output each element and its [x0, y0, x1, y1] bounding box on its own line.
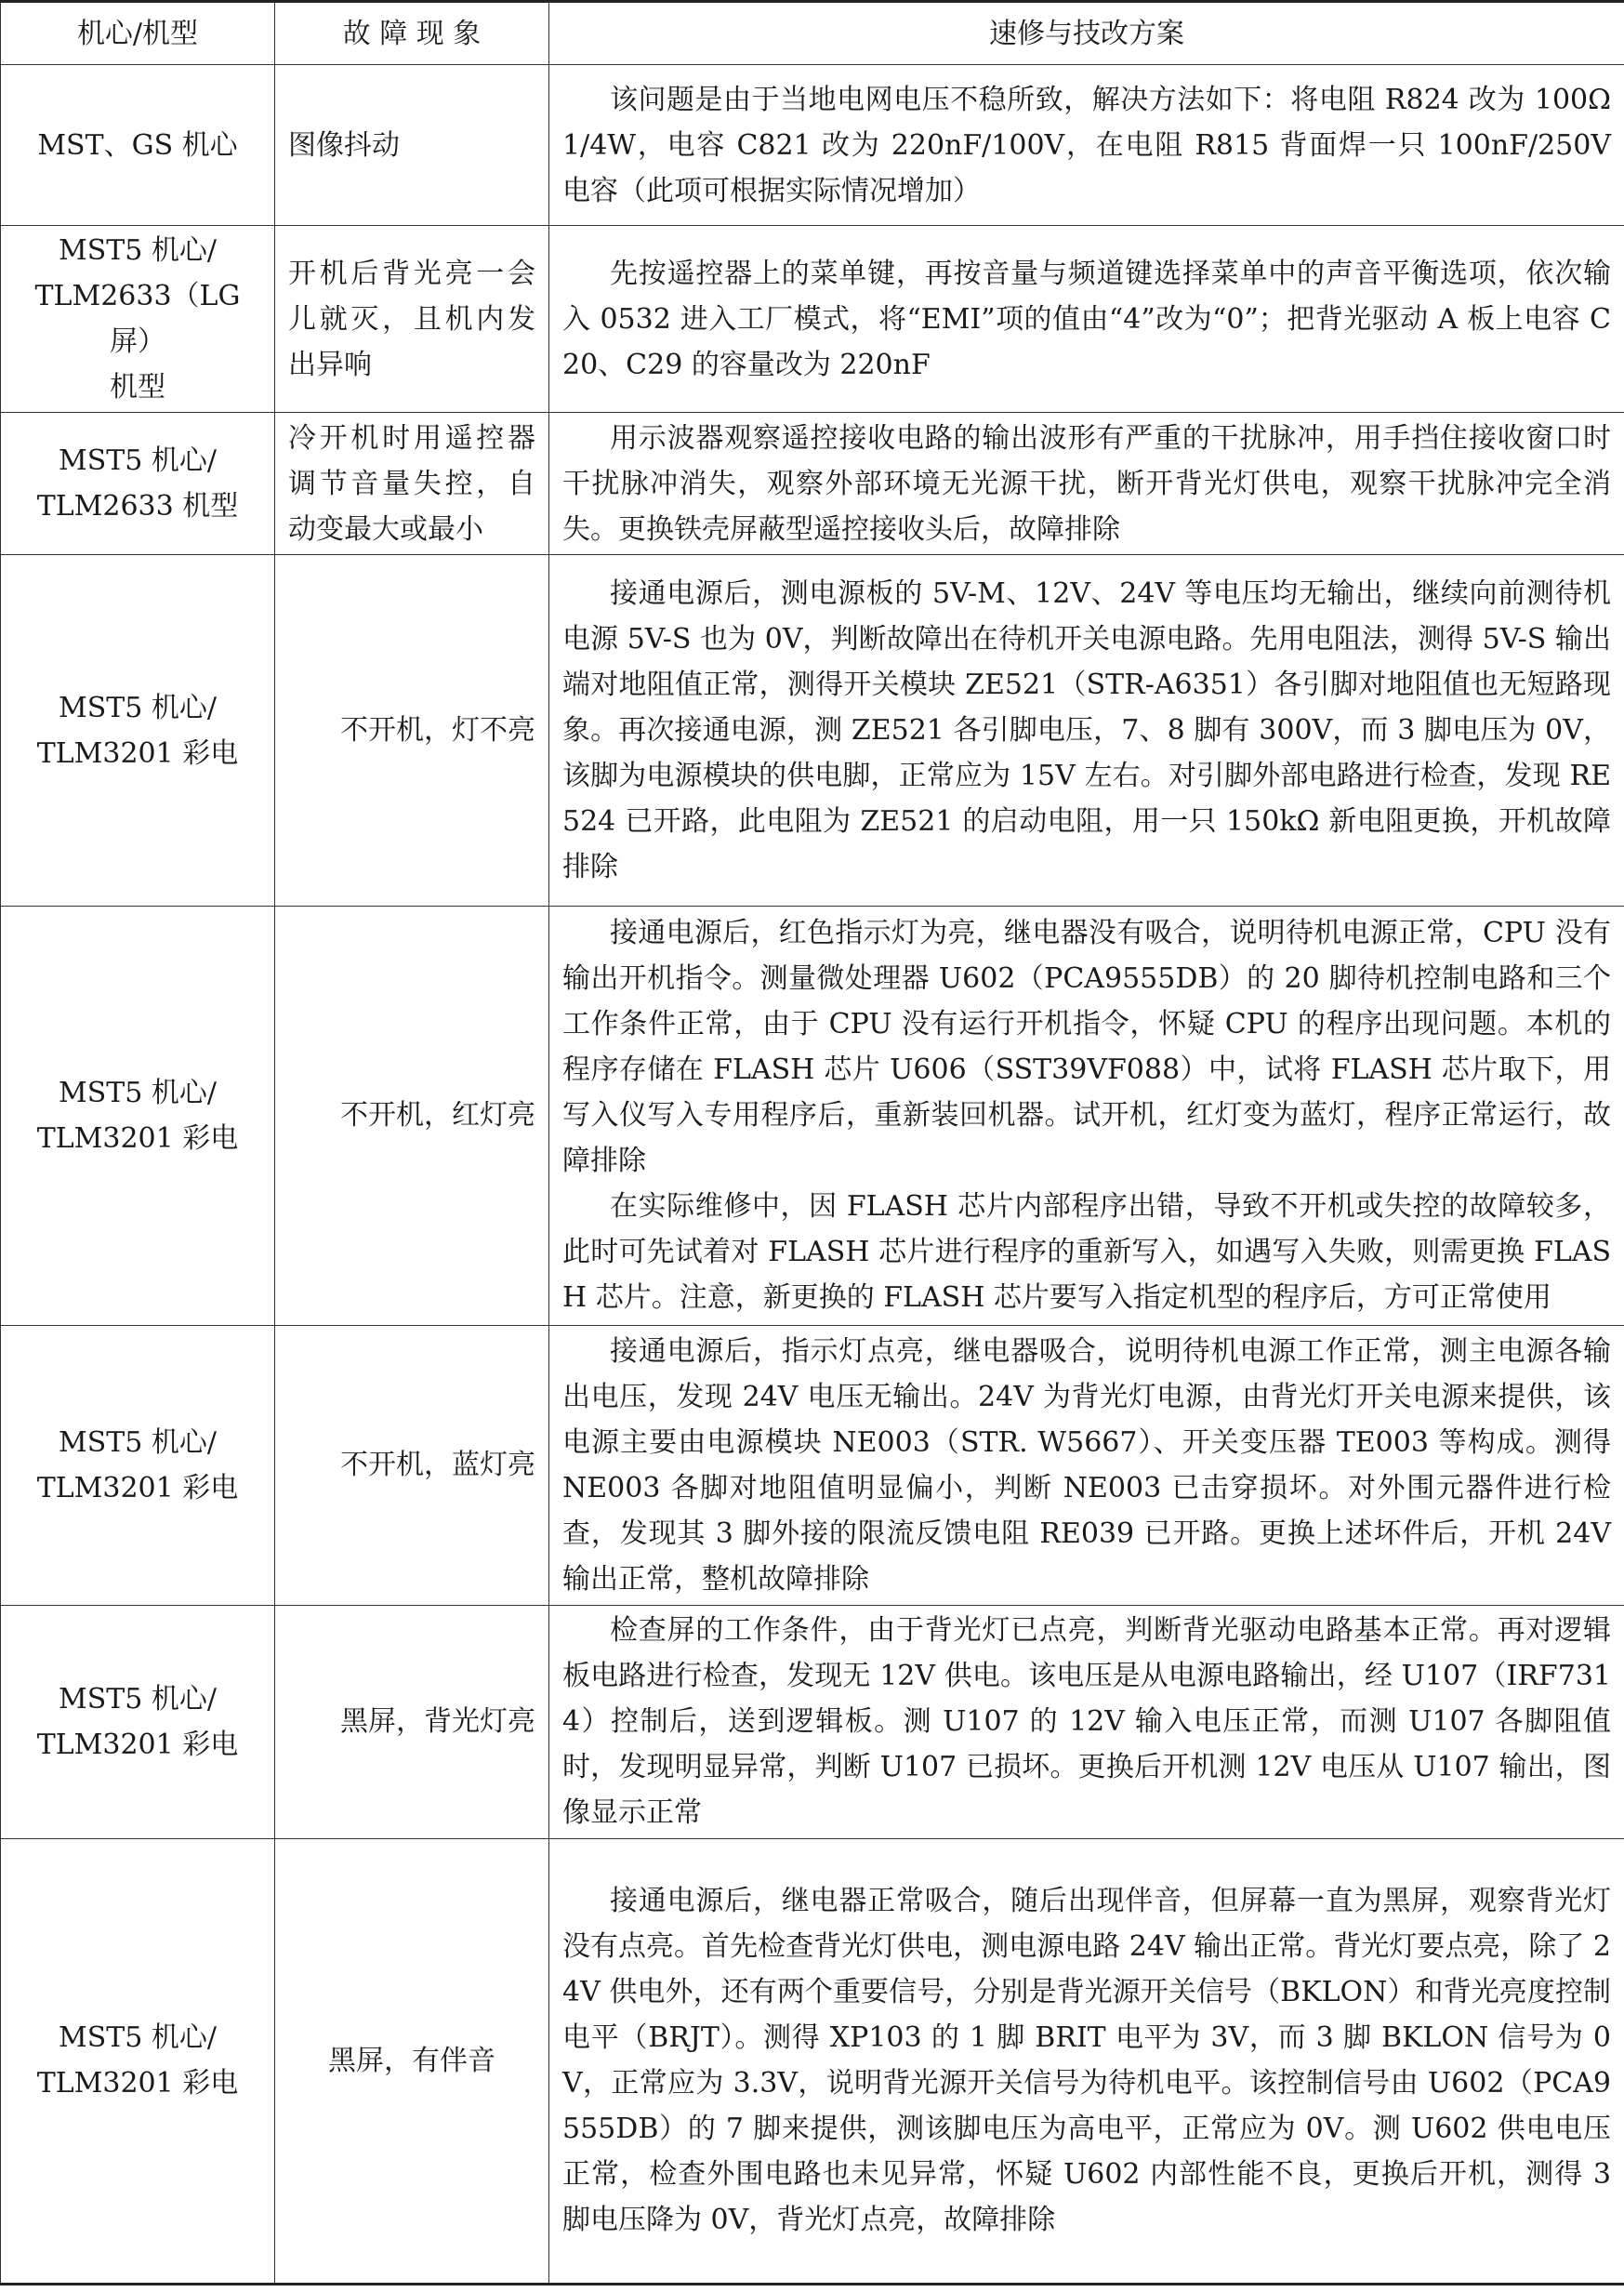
cell-solution	[549, 906, 1624, 1325]
cell-solution	[549, 1838, 1624, 2284]
model-text: MST5 机心/ TLM3201 彩电	[36, 1425, 239, 1504]
cell-model	[1, 65, 275, 226]
solution-paragraph: 接通电源后，指示灯点亮，继电器吸合，说明待机电源工作正常，测主电源各输出电压，发现 24V 电压无输出。24V 为背光灯电源，由背光灯开关电源来提供，该电源主要由电源模块 NE003（STR. W5667）、开关变压器 TE003 等构成。测得 NE003 各脚对地阻值明显偏小，判断 NE003 已击穿损坏。对外围元器件进行检查，发现其 3 脚外接的限流反馈电阻 RE039 已开路。更换上述坏件后，开机 24V 输出正常，整机故障排除	[562, 1334, 1611, 1596]
cell-fault: 开机后背光亮一会儿就灭，且机内发出异响	[275, 226, 549, 413]
table-row	[1, 1605, 1624, 1838]
cell-fault: 黑屏，背光灯亮	[275, 1605, 549, 1838]
table-row	[1, 226, 1624, 413]
solution-paragraph: 接通电源后，继电器正常吸合，随后出现伴音，但屏幕一直为黑屏，观察背光灯没有点亮。首先检查背光灯供电，测电源电路 24V 输出正常。背光灯要点亮，除了 24V 供电外，还有两个重要信号，分别是背光源开关信号（BKLON）和背光亮度控制电平（BRJT）。测得 XP103 的 1 脚 BRIT 电平为 3V，而 3 脚 BKLON 信号为 0V，正常应为 3.3V，说明背光源开关信号为待机电平。该控制信号由 U602（PCA9555DB）的 7 脚来提供，测该脚电压为高电平，正常应为 0V。测 U602 供电电压正常，检查外围电路也未见异常，怀疑 U602 内部性能不良，更换后开机，测得 3 脚电压降为 0V，背光灯点亮，故障排除	[562, 1885, 1611, 2237]
table-row	[1, 413, 1624, 555]
cell-model	[1, 226, 275, 413]
solution-paragraph: 用示波器观察遥控接收电路的输出波形有严重的干扰脉冲，用手挡住接收窗口时干扰脉冲消失，观察外部环境无光源干扰，断开背光灯供电，观察干扰脉冲完全消失。更换铁壳屏蔽型遥控接收头后，故障排除	[562, 421, 1611, 546]
solution-paragraph: 检查屏的工作条件，由于背光灯已点亮，判断背光驱动电路基本正常。再对逻辑板电路进行检查，发现无 12V 供电。该电压是从电源电路输出，经 U107（IRF7314）控制后，送到逻辑板。测 U107 的 12V 输入电压正常，而测 U107 各脚阻值时，发现明显异常，判断 U107 已损坏。更换后开机测 12V 电压从 U107 输出，图像显示正常	[562, 1614, 1611, 1830]
table-row	[1, 906, 1624, 1325]
cell-solution	[549, 555, 1624, 906]
cell-solution	[549, 65, 1624, 226]
cell-fault: 不开机，灯不亮	[275, 555, 549, 906]
model-text: MST、GS 机心	[37, 128, 238, 162]
solution-paragraph: 接通电源后，红色指示灯为亮，继电器没有吸合，说明待机电源正常，CPU 没有输出开机指令。测量微处理器 U602（PCA9555DB）的 20 脚待机控制电路和三个工作条件正常，由于 CPU 没有运行开机指令，怀疑 CPU 的程序出现问题。本机的程序存储在 FLASH 芯片 U606（SST39VF088）中，试将 FLASH 芯片取下，用写入仪写入专用程序后，重新装回机器。试开机，红灯变为蓝灯，程序正常运行，故障排除	[562, 917, 1611, 1178]
model-text: MST5 机心/ TLM3201 彩电	[36, 691, 239, 770]
header-solution: 速修与技改方案	[549, 2, 1624, 65]
model-text: MST5 机心/ TLM2633 机型	[36, 444, 239, 523]
cell-model	[1, 1605, 275, 1838]
cell-fault: 不开机，蓝灯亮	[275, 1325, 549, 1605]
cell-solution	[549, 1605, 1624, 1838]
solution-paragraph: 先按遥控器上的菜单键，再按音量与频道键选择菜单中的声音平衡选项，依次输入 0532 进入工厂模式，将“EMI”项的值由“4”改为“0”；把背光驱动 A 板上电容 C20、C29 的容量改为 220nF	[562, 257, 1611, 381]
header-fault: 故 障 现 象	[275, 2, 549, 65]
cell-fault: 黑屏，有伴音	[275, 1838, 549, 2284]
cell-model	[1, 555, 275, 906]
model-text: MST5 机心/ TLM2633（LG 屏） 机型	[34, 234, 241, 404]
table-row	[1, 555, 1624, 906]
table-row	[1, 1838, 1624, 2284]
table-row	[1, 1325, 1624, 1605]
header-model: 机心/机型	[1, 2, 275, 65]
cell-model	[1, 906, 275, 1325]
cell-solution	[549, 413, 1624, 555]
cell-solution	[549, 226, 1624, 413]
solution-paragraph: 接通电源后，测电源板的 5V-M、12V、24V 等电压均无输出，继续向前测待机电源 5V-S 也为 0V，判断故障出在待机开关电源电路。先用电阻法，测得 5V-S 输出端对地阻值正常，测得开关模块 ZE521（STR-A6351）各引脚对地阻值也无短路现象。再次接通电源，测 ZE521 各引脚电压，7、8 脚有 300V，而 3 脚电压为 0V，该脚为电源模块的供电脚，正常应为 15V 左右。对引脚外部电路进行检查，发现 RE524 已开路，此电阻为 ZE521 的启动电阻，用一只 150kΩ 新电阻更换，开机故障排除	[562, 577, 1611, 884]
header-row	[1, 2, 1624, 65]
table-row	[1, 65, 1624, 226]
model-text: MST5 机心/ TLM3201 彩电	[36, 2021, 239, 2100]
cell-model	[1, 1838, 275, 2284]
cell-model	[1, 1325, 275, 1605]
model-text: MST5 机心/ TLM3201 彩电	[36, 1076, 239, 1155]
cell-fault: 冷开机时用遥控器调节音量失控，自动变最大或最小	[275, 413, 549, 555]
solution-paragraph: 该问题是由于当地电网电压不稳所致，解决方法如下：将电阻 R824 改为 100Ω1/4W，电容 C821 改为 220nF/100V，在电阻 R815 背面焊一只 100nF/250V 电容（此项可根据实际情况增加）	[562, 83, 1611, 207]
cell-model	[1, 413, 275, 555]
cell-solution	[549, 1325, 1624, 1605]
cell-fault: 图像抖动	[275, 65, 549, 226]
model-text: MST5 机心/ TLM3201 彩电	[36, 1682, 239, 1761]
cell-fault: 不开机，红灯亮	[275, 906, 549, 1325]
solution-paragraph: 在实际维修中，因 FLASH 芯片内部程序出错，导致不开机或失控的故障较多，此时可先试着对 FLASH 芯片进行程序的重新写入，如遇写入失败，则需更换 FLASH 芯片。注意，新更换的 FLASH 芯片要写入指定机型的程序后，方可正常使用	[562, 1190, 1611, 1315]
